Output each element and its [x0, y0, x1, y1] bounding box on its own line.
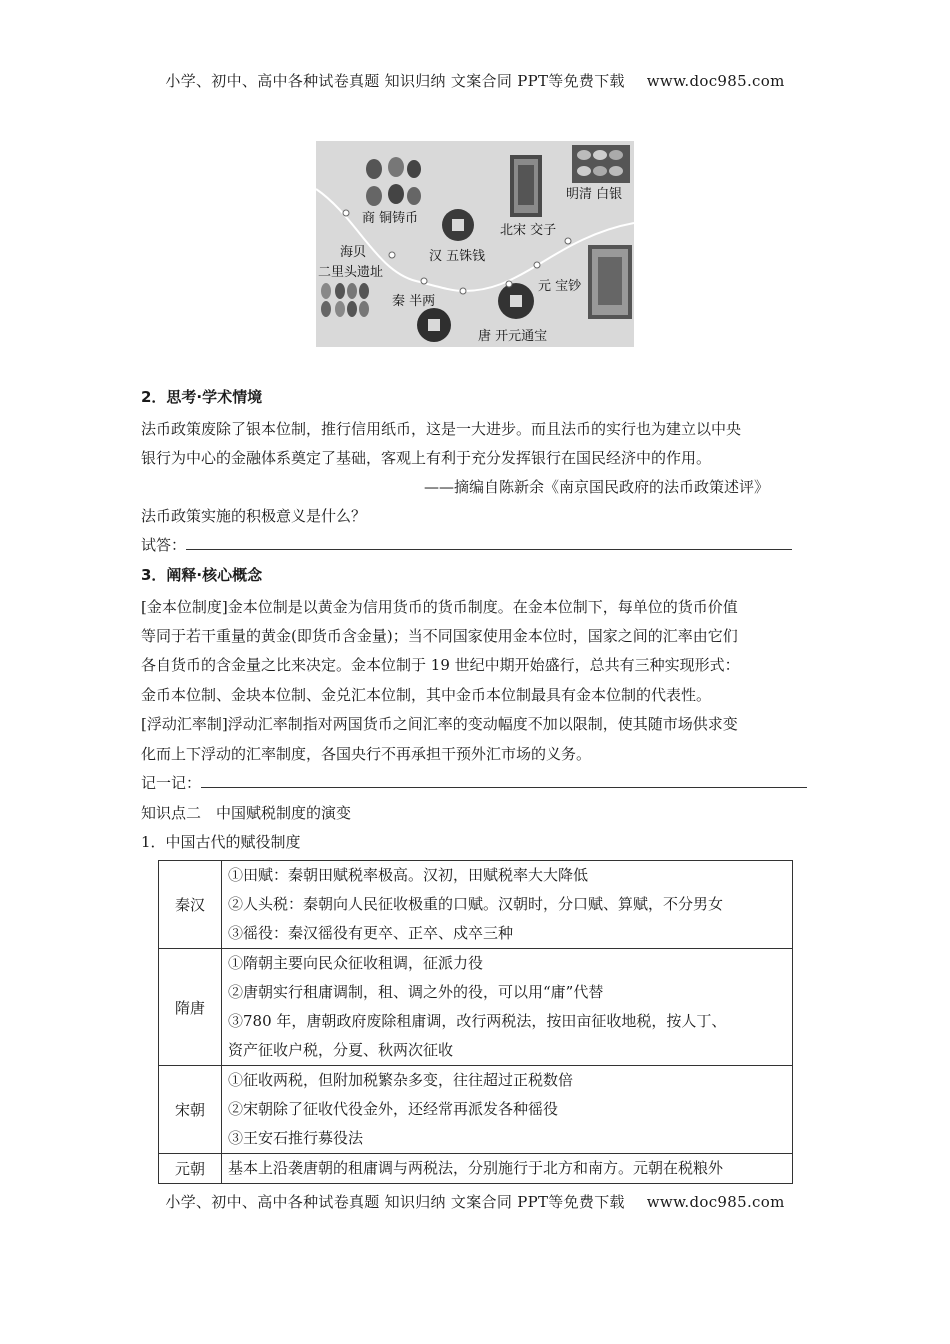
knowledge2-sub1: 1．中国古代的赋役制度: [141, 833, 301, 851]
table-row: [159, 1154, 793, 1184]
label-shang: 商 铜铸币: [362, 211, 419, 226]
content-cell: [222, 1154, 793, 1184]
content-cell: [222, 1066, 793, 1154]
section3-line1: [金本位制度]金本位制是以黄金为信用货币的货币制度。在金本位制下，每单位的货币价值: [141, 598, 738, 616]
label-qin: 秦 半两: [392, 294, 436, 309]
content-line: ②人头税：秦朝向人民征收极重的口赋。汉朝时，分口赋、算赋，不分男女: [228, 895, 724, 913]
header-site: www.doc985.com: [646, 72, 785, 90]
content-line: ③780 年，唐朝政府废除租庸调，改行两税法，按田亩征收地税，按人丁、: [228, 1012, 727, 1030]
content-line: ②唐朝实行租庸调制，租、调之外的役，可以用“庸”代替: [228, 983, 604, 1001]
qin-coin-image: [417, 308, 451, 342]
label-song: 北宋 交子: [500, 223, 557, 238]
label-mingqing: 明清 白银: [566, 187, 623, 202]
jiaozi-image: [510, 155, 542, 217]
content-line: ①征收两税，但附加税繁杂多变，往往超过正税数倍: [228, 1071, 574, 1089]
content-cell: [222, 861, 793, 949]
header-text: 小学、初中、高中各种试卷真题 知识归纳 文案合同 PPT等免费下载: [165, 72, 625, 90]
era-cell: 宋朝: [159, 1066, 222, 1154]
note-blank[interactable]: [201, 773, 807, 788]
answer-label: 试答：: [141, 536, 187, 554]
footer-site: www.doc985.com: [646, 1193, 785, 1211]
answer-row: [141, 534, 792, 555]
section3-line5: [浮动汇率制]浮动汇率制指对两国货币之间汇率的变动幅度不加以限制，使其随市场供求变: [141, 715, 738, 733]
knowledge2-heading: 知识点二 中国赋税制度的演变: [141, 804, 352, 822]
table-row: [159, 1066, 793, 1154]
era-cell: 元朝: [159, 1154, 222, 1184]
label-tang: 唐 开元通宝: [478, 329, 548, 344]
note-label: 记一记：: [141, 774, 202, 792]
content-line: ①田赋：秦朝田赋税率极高。汉初，田赋税率大大降低: [228, 866, 589, 884]
page-footer: [0, 1191, 950, 1212]
content-line: 基本上沿袭唐朝的租庸调与两税法，分别施行于北方和南方。元朝在税粮外: [228, 1159, 724, 1177]
silver-image: [572, 145, 630, 183]
content-line: 资产征收户税，分夏、秋两次征收: [228, 1041, 454, 1059]
section2-question: 法币政策实施的积极意义是什么？: [141, 507, 367, 525]
era-cell: 秦汉: [159, 861, 222, 949]
section3-heading: 3．阐释·核心概念: [141, 566, 263, 584]
section3-line6: 化而上下浮动的汇率制度，各国央行不再承担干预外汇市场的义务。: [141, 745, 592, 763]
tax-system-table: [158, 860, 793, 1184]
section3-line4: 金币本位制、金块本位制、金兑汇本位制，其中金币本位制最具有金本位制的代表性。: [141, 686, 712, 704]
footer-text: 小学、初中、高中各种试卷真题 知识归纳 文案合同 PPT等免费下载: [165, 1193, 625, 1211]
content-line: ①隋朝主要向民众征收租调，征派力役: [228, 954, 484, 972]
section2-para-line2: 银行为中心的金融体系奠定了基础，客观上有利于充分发挥银行在国民经济中的作用。: [141, 449, 712, 467]
note-row: [141, 772, 807, 793]
baochao-image: [588, 245, 632, 319]
content-line: ②宋朝除了征收代役金外，还经常再派发各种徭役: [228, 1100, 559, 1118]
page-header: [0, 70, 950, 91]
section2-heading: 2．思考·学术情境: [141, 388, 263, 406]
content-cell: [222, 949, 793, 1066]
content-line: ③王安石推行募役法: [228, 1129, 364, 1147]
table-row: [159, 949, 793, 1066]
section3-line3: 各自货币的含金量之比来决定。金本位制于 19 世纪中期开始盛行，总共有三种实现形式：: [141, 656, 740, 674]
tang-coin-image: [498, 283, 534, 319]
label-yuan: 元 宝钞: [538, 279, 582, 294]
han-coin-image: [442, 209, 474, 241]
answer-blank[interactable]: [186, 535, 792, 550]
label-shell: 海贝: [340, 245, 367, 260]
table-row: [159, 861, 793, 949]
bronze-coins-image: [366, 157, 421, 206]
content-line: ③徭役：秦汉徭役有更卒、正卒、戍卒三种: [228, 924, 514, 942]
currency-evolution-figure: [316, 141, 634, 347]
era-cell: 隋唐: [159, 949, 222, 1066]
shells-image: [321, 283, 369, 317]
label-han: 汉 五铢钱: [429, 249, 486, 264]
section2-source: ——摘编自陈新余《南京国民政府的法币政策述评》: [424, 478, 770, 496]
section2-para-line1: 法币政策废除了银本位制，推行信用纸币，这是一大进步。而且法币的实行也为建立以中央: [141, 420, 742, 438]
label-erlitou: 二里头遗址: [318, 265, 384, 280]
section3-line2: 等同于若干重量的黄金(即货币含金量)；当不同国家使用金本位时，国家之间的汇率由它们: [141, 627, 738, 645]
